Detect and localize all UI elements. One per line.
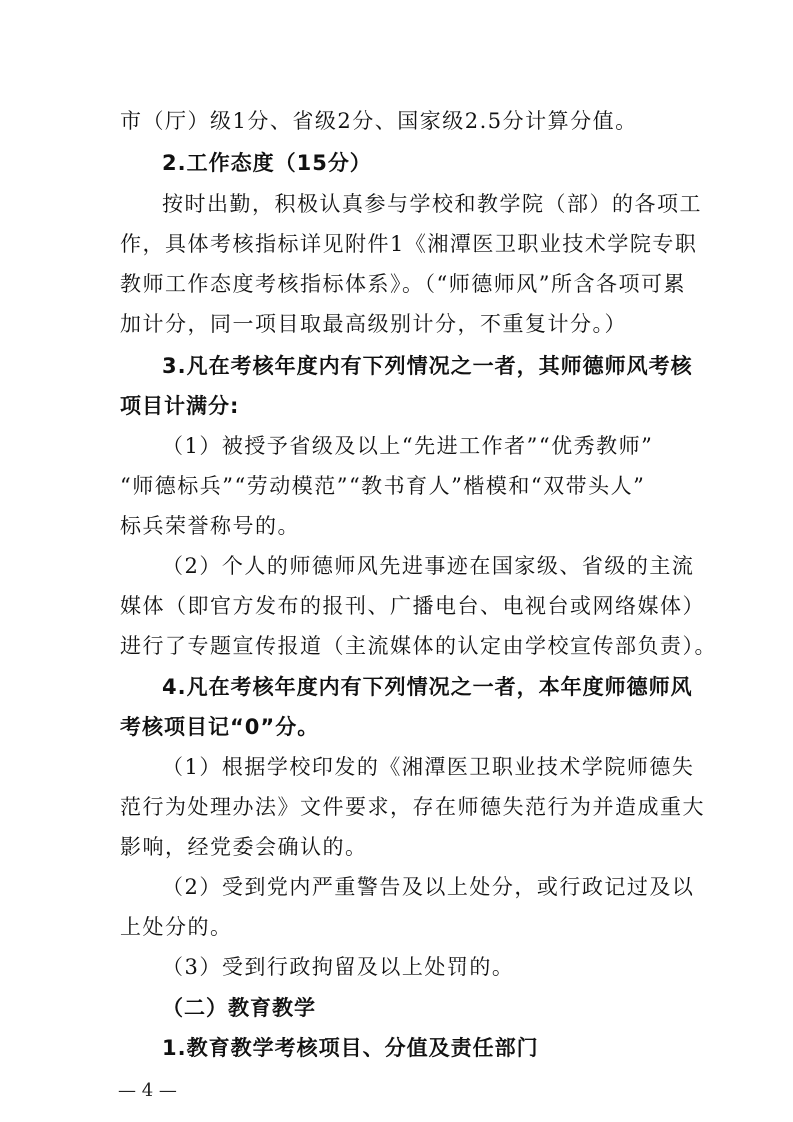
text-line: 标兵荣誉称号的。 [120, 514, 300, 538]
text-line: 媒体（即官方发布的报刊、广播电台、电视台或网络媒体） [120, 594, 705, 618]
section-heading: 项目计满分: [120, 394, 240, 418]
section-heading: 考核项目记“0”分。 [120, 715, 320, 739]
text-line: 市（厅）级1分、省级2分、国家级2.5分计算分值。 [120, 109, 638, 133]
section-heading: 4.凡在考核年度内有下列情况之一者，本年度师德师风 [162, 675, 693, 699]
text-line: 进行了专题宣传报道（主流媒体的认定由学校宣传部负责）。 [120, 634, 717, 658]
text-line: 范行为处理办法》文件要求，存在师德失范行为并造成重大 [120, 795, 705, 819]
section-heading: 1.教育教学考核项目、分值及责任部门 [162, 1036, 539, 1060]
text-line: 加计分，同一项目取最高级别计分，不重复计分。） [120, 312, 627, 336]
section-heading: （二）教育教学 [162, 996, 316, 1020]
text-line: （1）被授予省级及以上“先进工作者”“优秀教师” [162, 434, 654, 458]
text-line: 按时出勤，积极认真参与学校和教学院（部）的各项工 [162, 192, 702, 216]
text-line: 影响，经党委会确认的。 [120, 835, 368, 859]
text-line: 上处分的。 [120, 915, 233, 939]
page-number: — 4 — [118, 1080, 177, 1101]
text-line: （2）受到党内严重警告及以上处分，或行政记过及以 [162, 875, 695, 899]
text-line: “师德标兵”“劳动模范”“教书育人”楷模和“双带头人” [120, 474, 646, 498]
section-heading: 3.凡在考核年度内有下列情况之一者，其师德师风考核 [162, 354, 693, 378]
text-line: （1）根据学校印发的《湘潭医卫职业技术学院师德失 [162, 755, 695, 779]
text-line: 教师工作态度考核指标体系》。（“师德师风”所含各项可累 [120, 272, 686, 296]
text-line: （3）受到行政拘留及以上处罚的。 [162, 955, 515, 979]
section-heading: 2.工作态度（15分） [162, 151, 372, 175]
text-line: （2）个人的师德师风先进事迹在国家级、省级的主流 [162, 554, 695, 578]
text-line: 作，具体考核指标详见附件1《湘潭医卫职业技术学院专职 [120, 232, 698, 256]
